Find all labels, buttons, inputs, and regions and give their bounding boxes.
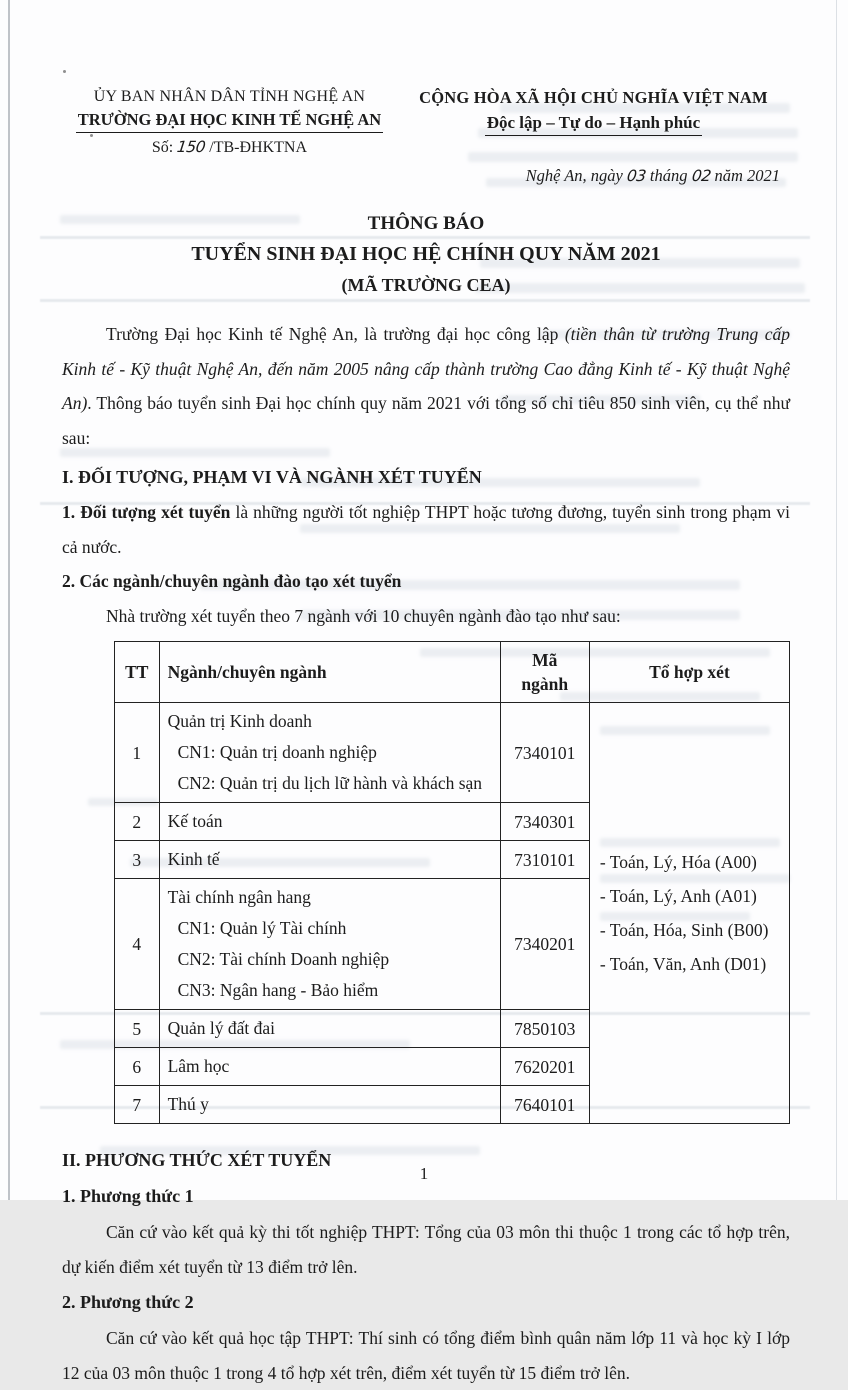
method-2-body: Căn cứ vào kết quả học tập THPT: Thí sinh có tổng điểm bình quân năm lớp 11 và học kỳ I lớp 12 của 03 môn thuộc 1 trong 4 tổ hợp xét trên, điểm xét tuyển từ 15 điểm trở lên. (62, 1328, 790, 1383)
item-1-label: 1. Đối tượng xét tuyển (62, 502, 231, 522)
table-row (115, 703, 790, 803)
combination-line: - Toán, Lý, Hóa (A00) (599, 852, 757, 872)
row-2-number: 2 (115, 803, 160, 841)
page-number: 1 (419, 1164, 429, 1183)
document-header (62, 88, 790, 186)
row-1-number: 1 (115, 703, 160, 803)
row-3-major: Kinh tế (159, 841, 500, 879)
combination-cell (589, 703, 789, 1124)
row-1-major (159, 703, 500, 803)
row-6-number: 6 (115, 1048, 160, 1086)
row-7-number: 7 (115, 1086, 160, 1124)
combination-line: - Toán, Hóa, Sinh (B00) (599, 920, 769, 940)
date-suffix: năm 2021 (714, 166, 780, 185)
document-title-block (62, 208, 790, 301)
university-name: TRƯỜNG ĐẠI HỌC KINH TẾ NGHỆ AN (62, 110, 397, 133)
document-number-suffix: /TB-ĐHKTNA (209, 139, 308, 156)
major-line: Quản trị Kinh doanh (167, 711, 312, 731)
row-5-number: 5 (115, 1010, 160, 1048)
authority-parent-name: ỦY BAN NHÂN DÂN TỈNH NGHỆ AN (93, 88, 366, 105)
document-number-handwritten: 150 (176, 138, 207, 156)
national-motto-block (397, 88, 790, 186)
combination-line: - Toán, Lý, Anh (A01) (599, 886, 757, 906)
header-code (500, 642, 589, 703)
table-header-row (115, 642, 790, 703)
row-4-major (159, 879, 500, 1010)
majors-table (114, 641, 790, 1124)
header-code-line1: Mã (532, 650, 558, 670)
header-major: Ngành/chuyên ngành (159, 642, 500, 703)
intro-paragraph (62, 317, 790, 455)
title-line-3: (MÃ TRƯỜNG CEA) (341, 275, 511, 295)
row-5-code: 7850103 (500, 1010, 589, 1048)
row-1-code: 7340101 (500, 703, 589, 803)
document-number-prefix: Số: (151, 139, 174, 156)
table-intro-note: Nhà trường xét tuyển theo 7 ngành với 10 chuyên ngành đào tạo như sau: (106, 605, 621, 626)
header-tt: TT (115, 642, 160, 703)
row-2-code: 7340301 (500, 803, 589, 841)
section-2-heading: II. PHƯƠNG THỨC XÉT TUYỂN (62, 1150, 332, 1170)
method-2-title: 2. Phương thức 2 (62, 1292, 194, 1312)
row-2-major: Kế toán (159, 803, 500, 841)
date-day-handwritten: 03 (625, 167, 647, 185)
major-subline: CN1: Quản lý Tài chính (177, 918, 347, 938)
row-5-major: Quản lý đất đai (159, 1010, 500, 1048)
country-title: CỘNG HÒA XÃ HỘI CHỦ NGHĨA VIỆT NAM (419, 88, 768, 107)
title-line-1: THÔNG BÁO (367, 213, 485, 234)
title-line-2: TUYỂN SINH ĐẠI HỌC HỆ CHÍNH QUY NĂM 2021 (191, 243, 661, 265)
date-mid: tháng (649, 166, 688, 185)
section-1-item-2: 2. Các ngành/chuyên ngành đào tạo xét tuyển (62, 571, 402, 591)
section-1-item-1 (62, 495, 790, 564)
item-1-text: là những người tốt nghiệp THPT hoặc tương đương, tuyển sinh trong phạm vi cả nước. (62, 502, 790, 557)
intro-text-2: . Thông báo tuyển sinh Đại học chính quy năm 2021 với tổng số chỉ tiêu 850 sinh viên, cụ thể như sau: (62, 393, 790, 448)
method-1-title: 1. Phương thức 1 (62, 1186, 194, 1206)
section-1-heading: I. ĐỐI TƯỢNG, PHẠM VI VÀ NGÀNH XÉT TUYỂN (62, 467, 482, 487)
document-number-line (62, 138, 397, 157)
row-4-number: 4 (115, 879, 160, 1010)
major-subline: CN1: Quản trị doanh nghiệp (177, 742, 377, 762)
date-month-handwritten: 02 (690, 167, 712, 185)
major-line: Tài chính ngân hang (167, 887, 311, 907)
row-4-code: 7340201 (500, 879, 589, 1010)
row-7-major: Thú y (159, 1086, 500, 1124)
major-subline: CN3: Ngân hang - Bảo hiểm (177, 980, 379, 1000)
issuing-authority-block (62, 88, 397, 186)
major-subline: CN2: Tài chính Doanh nghiệp (177, 949, 390, 969)
major-subline: CN2: Quản trị du lịch lữ hành và khách sạn (177, 773, 483, 793)
header-combination: Tổ hợp xét (589, 642, 789, 703)
header-code-line2: ngành (521, 674, 569, 694)
intro-text-1: Trường Đại học Kinh tế Nghệ An, là trường đại học công lập (106, 324, 565, 344)
national-motto: Độc lập – Tự do – Hạnh phúc (397, 113, 790, 136)
date-line (397, 166, 790, 186)
row-3-number: 3 (115, 841, 160, 879)
row-6-code: 7620201 (500, 1048, 589, 1086)
method-1-body: Căn cứ vào kết quả kỳ thi tốt nghiệp THPT: Tổng của 03 môn thi thuộc 1 trong các tổ hợp trên, dự kiến điểm xét tuyển từ 13 điểm trở lên. (62, 1222, 790, 1277)
row-7-code: 7640101 (500, 1086, 589, 1124)
row-6-major: Lâm học (159, 1048, 500, 1086)
combination-line: - Toán, Văn, Anh (D01) (599, 954, 767, 974)
date-prefix: Nghệ An, ngày (525, 166, 623, 185)
row-3-code: 7310101 (500, 841, 589, 879)
intro-text-italic: (tiền thân từ trường Trung cấp Kinh tế - Kỹ thuật Nghệ An, đến năm 2005 nâng cấp thành trường Cao đẳng Kinh tế - Kỹ thuật Nghệ An) (62, 324, 790, 413)
